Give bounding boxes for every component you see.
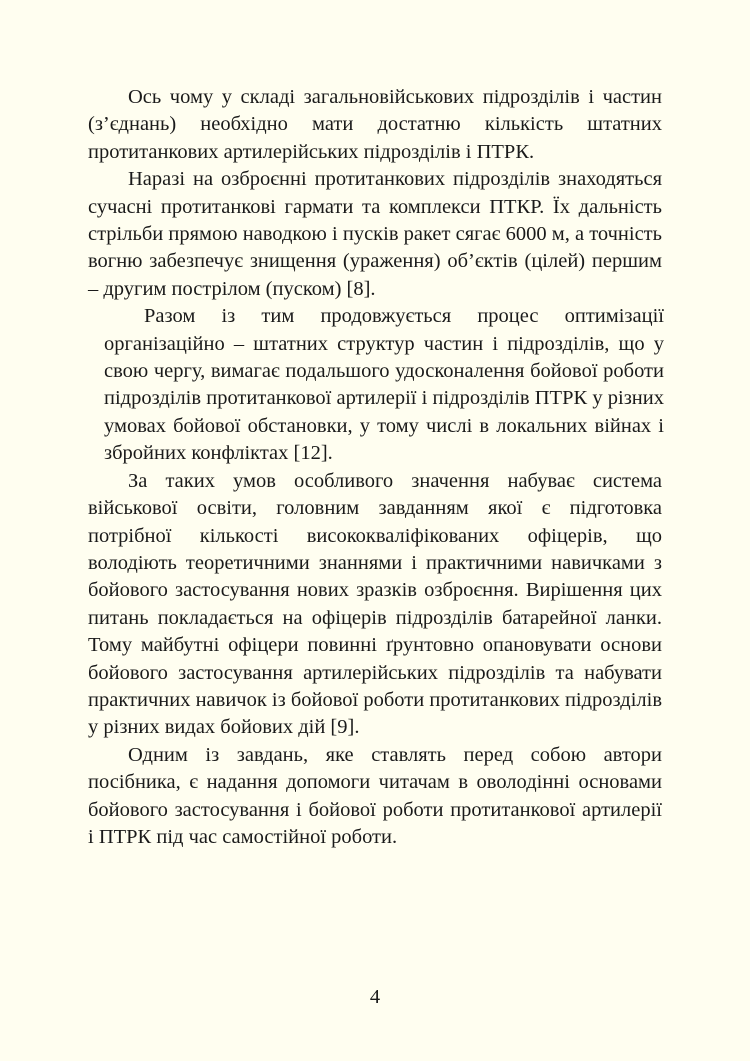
page-number: 4 xyxy=(369,986,381,1008)
paragraph-4: За таких умов особливого значення набуває система військової освіти, головним завданням якої є підготовка потрібної кількості висококваліфікованих офіцерів, що володіють теоретичними знаннями і практичними навичками з бойового застосування нових зразків озброєння. Вирішення цих питань покладається на офіцерів підрозділів батарейної ланки. Тому майбутні офіцери повинні ґрунтовно опановувати основи бойового застосування артилерійських підрозділів та набувати практичних навичок із бойової роботи протитанкових підрозділів у різних видах бойових дій [9]. xyxy=(88,469,662,739)
page-body xyxy=(88,84,662,851)
paragraph-2: Наразі на озброєнні протитанкових підрозділів знаходяться сучасні протитанкові гармати та комплекси ПТКР. Їх дальність стрільби прямою наводкою і пусків ракет сягає 6000 м, а точність вогню забезпечує знищення (ураження) об’єктів (цілей) першим – другим пострілом (пуском) [8]. xyxy=(88,168,662,300)
paragraph-1: Ось чому у складі загальновійськових підрозділів і частин (з’єднань) необхідно мати достатню кількість штатних протитанкових артилерійських підрозділів і ПТРК. xyxy=(88,86,662,163)
paragraph-3: Разом із тим продовжується процес оптимізації організаційно – штатних структур частин і підрозділів, що у свою чергу, вимагає подальшого удосконалення бойової роботи підрозділів протитанкової артилерії і підрозділів ПТРК у різних умовах бойової обстановки, у тому числі в локальних війнах і збройних конфліктах [12]. xyxy=(104,305,664,465)
paragraph-5: Одним із завдань, яке ставлять перед собою автори посібника, є надання допомоги читачам в оволодінні основами бойового застосування і бойової роботи протитанкової артилерії і ПТРК під час самостійної роботи. xyxy=(88,743,662,848)
